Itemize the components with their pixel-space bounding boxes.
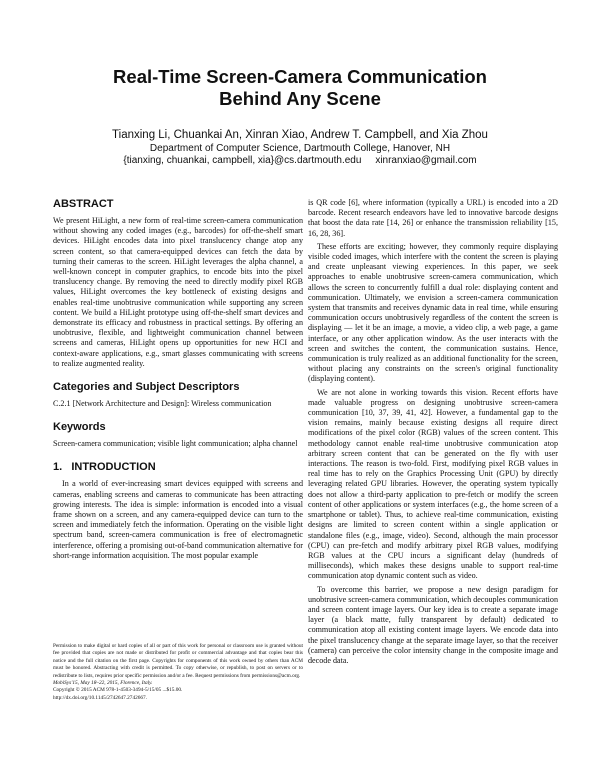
- doi-link[interactable]: http://dx.doi.org/10.1145/2742647.2742667.: [53, 694, 148, 701]
- title-line-2: Behind Any Scene: [219, 88, 381, 109]
- introduction-heading: 1. INTRODUCTION: [53, 461, 156, 474]
- categories-text: C.2.1 [Network Architecture and Design]: Wireless communication: [53, 399, 272, 409]
- abstract-heading: ABSTRACT: [53, 198, 114, 210]
- copyright-line: Copyright © 2015 ACM 978-1-4503-3494-5/15/05 ...$15.00.: [53, 687, 183, 694]
- affiliation-block: [0, 143, 600, 167]
- body-paragraph: These efforts are exciting; however, they commonly require displaying visible coded images, which interfere with the content the screen is playing and create unpleasant viewing experiences. In this paper, we seek approaches to enable unobtrusive screen-camera communication, which allows the screen to concurrently fulfill a dual role: displaying content and communication. Ultimately, we envision a screen-camera communication system that transmits and receives dynamic data in real time, while ensuring communication occurs unobtrusively regardless of the content the screen is displaying — let it be an image, a movie, a video clip, a web page, a game interface, or any other application window. As the user interacts with the screen and switches the content, the communication sustains. Hence, communication is truly realized as an additional functionality for the screen, without placing any constraints on the screen's original functionality (displaying content).: [308, 241, 558, 384]
- right-column: [308, 198, 558, 666]
- abstract-text: We present HiLight, a new form of real-time screen-camera communication without showing any coded images (e.g., barcodes) for off-the-shelf smart devices. HiLight encodes data into pixel translucency change atop any screen content, so that camera-equipped devices can fetch the data by turning their cameras to the screen. HiLight leverages the alpha channel, a well-known concept in computer graphics, to encode bits into the pixel translucency change. By removing the need to directly modify pixel RGB values, HiLight overcomes the key bottleneck of existing designs and enables real-time unobtrusive communication while supporting any screen content. We build a HiLight prototype using off-the-shelf smart devices and demonstrate its efficacy and robustness in practical settings. By offering an unobtrusive, flexible, and lightweight communication channel between screens and cameras, HiLight opens up opportunities for new HCI and context-aware applications, e.g., smart glasses communicating with screens to realize augmented reality.: [53, 216, 303, 368]
- permission-notice: [53, 643, 303, 702]
- introduction-text: In a world of ever-increasing smart devices equipped with screens and cameras, enabling screens and cameras to communicate has been attracting growing interests. The idea is simple: information is encoded into a visual frame shown on a screen, and any camera-equipped device can turn to the screen and immediately fetch the information. Operating on the visible light spectrum band, screen-camera communication is free of electromagnetic interference, offering a promising out-of-band communication alternative for short-range information acquisition. The most popular example: [53, 479, 303, 560]
- title-line-1: Real-Time Screen-Camera Communication: [113, 66, 487, 87]
- emails: {tianxing, chuankai, campbell, xia}@cs.dartmouth.edu xinranxiao@gmail.com: [123, 155, 477, 166]
- permission-text: Permission to make digital or hard copies of all or part of this work for personal or classroom use is granted without fee provided that copies are not made or distributed for profit or commercial advantage and that copies bear this notice and the full citation on the first page. Copyrights for components of this work owned by others than ACM must be honored. Abstracting with credit is permitted. To copy otherwise, or republish, to post on servers or to redistribute to lists, requires prior specific permission and/or a fee. Request permissions from permissions@acm.org.: [53, 643, 303, 679]
- left-column: [53, 198, 303, 561]
- paper-title: [0, 66, 600, 110]
- conference-line: MobiSys'15, May 18–22, 2015, Florence, Italy.: [53, 680, 153, 687]
- body-paragraph: is QR code [6], where information (typically a URL) is encoded into a 2D barcode. Recent research endeavors have led to innovative barcode designs that boost the data rate [14, 26] or enhance the transmission reliability [15, 16, 28, 36].: [308, 198, 558, 238]
- author-list: Tianxing Li, Chuankai An, Xinran Xiao, Andrew T. Campbell, and Xia Zhou: [112, 129, 488, 141]
- body-paragraph: To overcome this barrier, we propose a new design paradigm for unobtrusive screen-camera communication, which decouples communication and screen content image layers. Our key idea is to create a separate image layer (a black matte, fully transparent by default) dedicated to communication atop all existing content image layers. We encode data into the pixel translucency change at the separate image layer, so that the receiver (camera) can perceive the color intensity change in the composite image and decode data.: [308, 584, 558, 665]
- keywords-heading: Keywords: [53, 421, 106, 434]
- affiliation: Department of Computer Science, Dartmouth College, Hanover, NH: [149, 143, 451, 154]
- categories-heading: Categories and Subject Descriptors: [53, 381, 240, 394]
- body-paragraph: We are not alone in working towards this vision. Recent efforts have made valuable progress on designing unobtrusive screen-camera communication [10, 37, 39, 41, 42]. However, a fundamental gap to the vision remains, mainly because existing designs all require direct modifications of the pixel color (RGB) values of the screen content. This methodology cannot enable real-time unobtrusive communication atop arbitrary screen content that can be generated on the fly with user interactions. The reason is two-fold. First, modifying pixel RGB values in real time has to rely on the Graphics Processing Unit (GPU) by directly leveraging related GPU libraries. However, the operating system typically does not allow a third-party application to pre-fetch or modify the screen content of other applications or system interfaces (e.g., the home screen of a smartphone or tablet). Thus, to achieve real-time communication, existing designs are limited to screen content within a single application or standalone files (e.g., image, video). Second, although the main processor (CPU) can pre-fetch and modify arbitrary pixel RGB values, modifying RGB values at the CPU incurs a significant delay (hundreds of milliseconds), which makes these designs unable to support real-time communication atop dynamic content such as video.: [308, 387, 558, 581]
- keywords-text: Screen-camera communication; visible light communication; alpha channel: [53, 439, 298, 449]
